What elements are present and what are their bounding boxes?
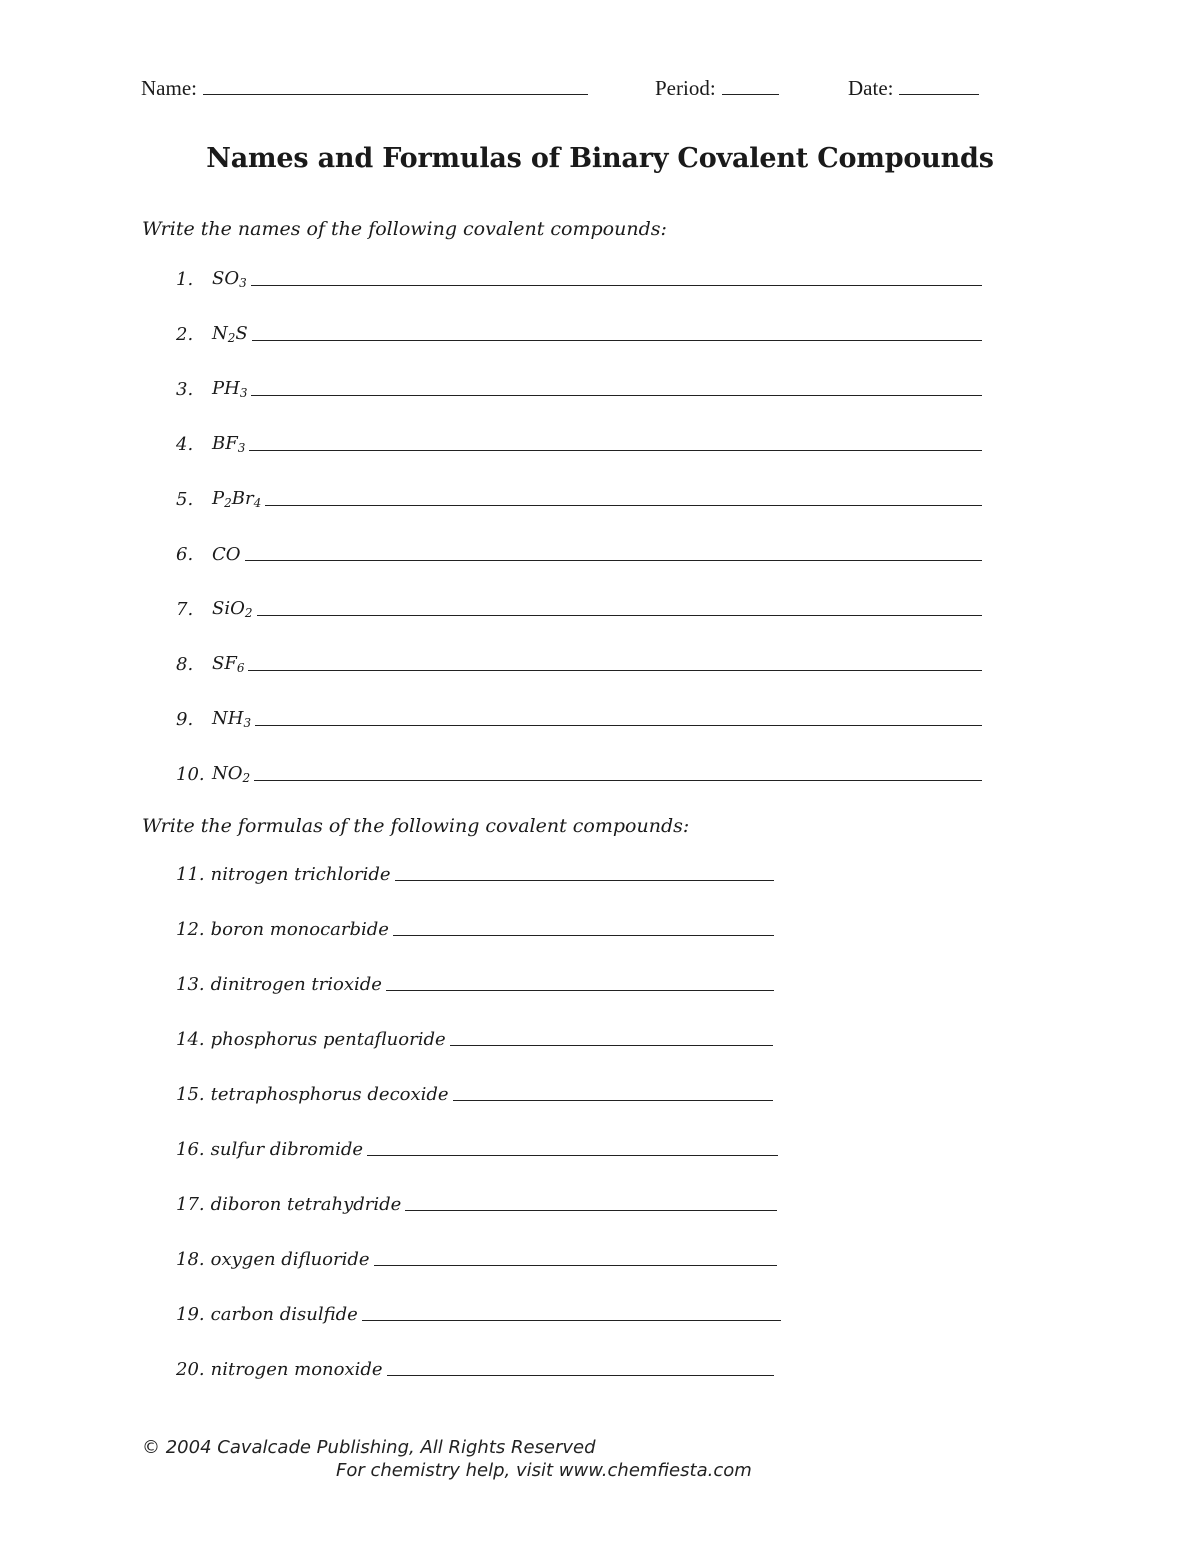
answer-blank[interactable] (255, 724, 982, 726)
compound-name: dinitrogen trioxide (210, 974, 382, 995)
question-2 (176, 317, 982, 345)
compound-name: nitrogen monoxide (210, 1359, 383, 1380)
question-7 (176, 592, 982, 620)
question-11 (176, 857, 774, 885)
question-19 (176, 1297, 781, 1325)
question-10 (176, 757, 982, 785)
formula: $PH_3$ (212, 378, 248, 400)
answer-blank[interactable] (245, 559, 982, 561)
question-number: 2. (176, 324, 194, 345)
answer-blank[interactable] (374, 1264, 777, 1266)
answer-blank[interactable] (405, 1209, 777, 1211)
question-number: 10. (176, 764, 205, 785)
formula: CO (212, 544, 241, 565)
answer-blank[interactable] (252, 339, 982, 341)
compound-name: boron monocarbide (210, 919, 389, 940)
answer-blank[interactable] (386, 989, 774, 991)
date-blank (899, 74, 979, 95)
question-17 (176, 1187, 777, 1215)
question-20 (176, 1352, 774, 1380)
formula: $BF_3$ (212, 433, 246, 455)
question-3 (176, 372, 982, 400)
answer-blank[interactable] (450, 1044, 773, 1046)
formula: $P_2Br_4$ (212, 488, 262, 510)
answer-blank[interactable] (387, 1374, 774, 1376)
formula: SiO$_2$ (212, 598, 253, 620)
compound-name: sulfur dibromide (210, 1139, 364, 1160)
compound-name: nitrogen trichloride (210, 864, 391, 885)
answer-blank[interactable] (257, 614, 983, 616)
answer-blank[interactable] (251, 284, 982, 286)
question-number: 19. (176, 1304, 205, 1325)
answer-blank[interactable] (395, 879, 774, 881)
question-number: 17. (176, 1194, 205, 1215)
compound-name: tetraphosphorus decoxide (210, 1084, 449, 1105)
name-label: Name: (141, 76, 197, 100)
question-5 (176, 482, 982, 510)
question-12 (176, 912, 774, 940)
answer-blank[interactable] (393, 934, 774, 936)
question-15 (176, 1077, 773, 1105)
question-number: 1. (176, 269, 194, 290)
question-9 (176, 702, 982, 730)
question-number: 4. (176, 434, 194, 455)
question-1 (176, 262, 982, 290)
section2-instruction: Write the formulas of the following covalent compounds: (142, 815, 690, 837)
question-4 (176, 427, 982, 455)
question-number: 16. (176, 1139, 205, 1160)
question-14 (176, 1022, 773, 1050)
question-number: 14. (176, 1029, 205, 1050)
section1-instruction: Write the names of the following covalent compounds: (142, 218, 667, 240)
answer-blank[interactable] (362, 1319, 781, 1321)
formula: $SO_3$ (212, 268, 247, 290)
footer-copyright: © 2004 Cavalcade Publishing, All Rights Reserved (142, 1437, 596, 1458)
answer-blank[interactable] (249, 449, 982, 451)
question-13 (176, 967, 774, 995)
question-6 (176, 537, 982, 565)
compound-name: oxygen difluoride (210, 1249, 370, 1270)
question-18 (176, 1242, 777, 1270)
name-blank (203, 74, 588, 95)
answer-blank[interactable] (265, 504, 982, 506)
compound-name: carbon disulfide (210, 1304, 358, 1325)
compound-name: diboron tetrahydride (210, 1194, 402, 1215)
formula: $SF_6$ (212, 653, 245, 675)
question-number: 20. (176, 1359, 205, 1380)
date-field (848, 74, 979, 101)
period-label: Period: (655, 76, 716, 100)
answer-blank[interactable] (367, 1154, 778, 1156)
question-number: 5. (176, 489, 194, 510)
question-16 (176, 1132, 778, 1160)
page-title: Names and Formulas of Binary Covalent Compounds (206, 143, 994, 174)
question-number: 7. (176, 599, 194, 620)
period-field (655, 74, 779, 101)
question-number: 8. (176, 654, 194, 675)
compound-name: phosphorus pentafluoride (210, 1029, 446, 1050)
period-blank (722, 74, 779, 95)
formula: $NO_2$ (212, 763, 251, 785)
question-number: 15. (176, 1084, 205, 1105)
answer-blank[interactable] (248, 669, 982, 671)
question-number: 13. (176, 974, 205, 995)
question-number: 12. (176, 919, 205, 940)
formula: $NH_3$ (212, 708, 252, 730)
formula: $N_2S$ (212, 323, 248, 345)
question-number: 9. (176, 709, 194, 730)
question-8 (176, 647, 982, 675)
question-number: 3. (176, 379, 194, 400)
name-field (141, 74, 588, 101)
footer-help: For chemistry help, visit www.chemfiesta.com (336, 1460, 752, 1481)
question-number: 11. (176, 864, 205, 885)
answer-blank[interactable] (251, 394, 982, 396)
date-label: Date: (848, 76, 894, 100)
question-number: 18. (176, 1249, 205, 1270)
answer-blank[interactable] (453, 1099, 773, 1101)
question-number: 6. (176, 544, 194, 565)
answer-blank[interactable] (254, 779, 982, 781)
